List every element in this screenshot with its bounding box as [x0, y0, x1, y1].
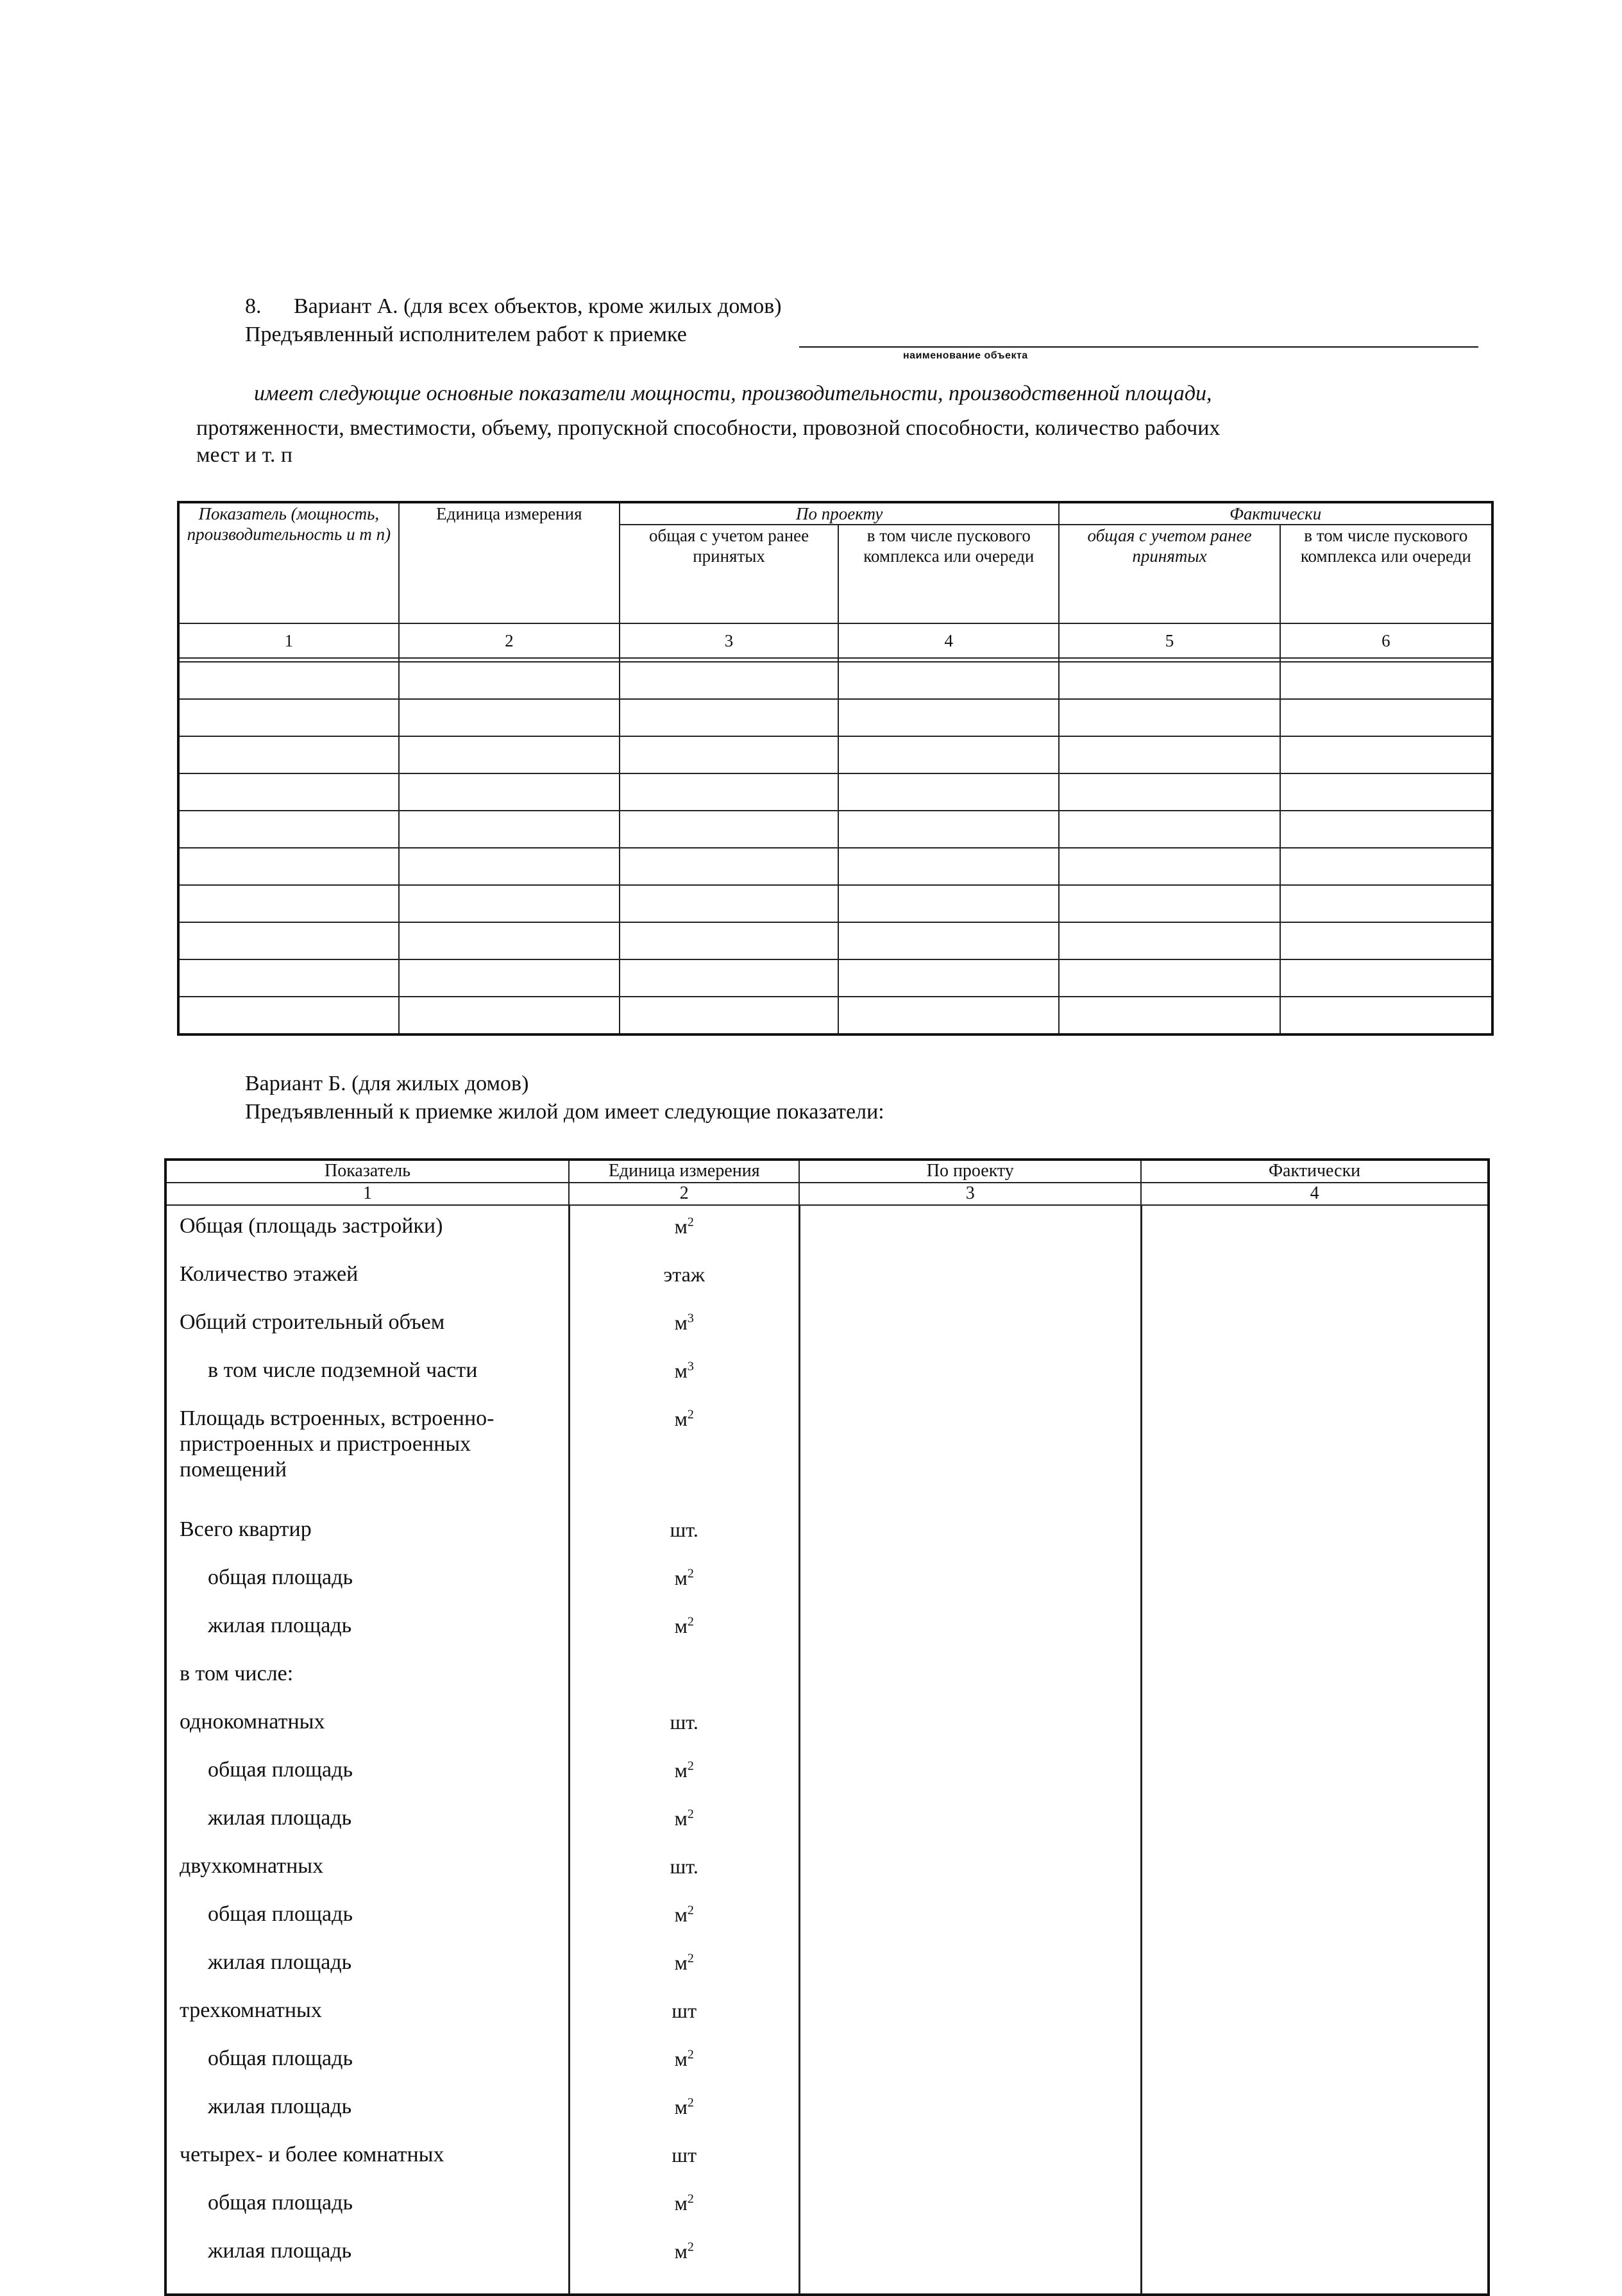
row-unit — [569, 1557, 799, 1605]
header-unit: Единица измерения — [399, 502, 620, 623]
col-num: 3 — [799, 1183, 1141, 1205]
value-by-project[interactable] — [799, 2182, 1141, 2231]
table-row[interactable] — [165, 1653, 1489, 1701]
unit-exponent: 2 — [687, 1951, 694, 1966]
presented-line-b: Предъявленный к приемке жилой дом имеет следующие показатели: — [245, 1100, 884, 1124]
value-by-project[interactable] — [799, 1701, 1141, 1750]
row-unit — [569, 2182, 799, 2231]
table-b-header-row — [165, 1160, 1489, 1183]
unit-exponent: 3 — [687, 1359, 694, 1374]
header-indicator: Показатель — [165, 1160, 569, 1183]
row-label: Площадь встроенных, встроенно-пристроенных и пристроенных помещений — [165, 1398, 569, 1509]
row-unit — [569, 1509, 799, 1557]
table-row[interactable] — [178, 997, 1492, 1034]
col-num: 1 — [178, 623, 399, 658]
table-row[interactable] — [178, 699, 1492, 736]
value-actual[interactable] — [1141, 2231, 1489, 2295]
unit-exponent: 2 — [687, 1407, 694, 1422]
row-unit — [569, 1846, 799, 1894]
value-actual[interactable] — [1141, 2182, 1489, 2231]
value-actual[interactable] — [1141, 1254, 1489, 1302]
table-row[interactable] — [165, 1205, 1489, 1254]
row-label: Общий строительный объем — [165, 1302, 569, 1350]
unit-exponent: 2 — [687, 1759, 694, 1773]
col-num: 4 — [1141, 1183, 1489, 1205]
row-label: общая площадь — [165, 1557, 569, 1605]
header-actual: Фактически — [1059, 502, 1492, 525]
value-by-project[interactable] — [799, 1205, 1141, 1254]
header-by-project: По проекту — [799, 1160, 1141, 1183]
presented-line-a: Предъявленный исполнителем работ к приемке — [245, 323, 687, 346]
value-by-project[interactable] — [799, 1798, 1141, 1846]
value-by-project[interactable] — [799, 2134, 1141, 2182]
value-by-project[interactable] — [799, 1653, 1141, 1701]
value-actual[interactable] — [1141, 1205, 1489, 1254]
row-label: жилая площадь — [165, 1605, 569, 1653]
indicators-table-a — [177, 501, 1494, 1036]
row-unit — [569, 1302, 799, 1350]
table-row[interactable] — [178, 848, 1492, 885]
row-unit — [569, 1254, 799, 1302]
paragraph-line-1: имеет следующие основные показатели мощности, производительности, производственной площади, — [254, 382, 1212, 405]
unit-exponent: 2 — [687, 1807, 694, 1821]
unit-text: этаж — [663, 1263, 705, 1286]
value-by-project[interactable] — [799, 1302, 1141, 1350]
value-actual[interactable] — [1141, 1605, 1489, 1653]
row-label: Количество этажей — [165, 1254, 569, 1302]
unit-text: м — [674, 2240, 688, 2263]
table-row[interactable] — [178, 736, 1492, 773]
unit-text: м — [674, 1903, 688, 1926]
table-row[interactable] — [165, 1942, 1489, 1990]
value-actual[interactable] — [1141, 1653, 1489, 1701]
unit-text: м — [674, 1311, 688, 1334]
value-actual[interactable] — [1141, 1942, 1489, 1990]
table-row[interactable] — [178, 811, 1492, 848]
unit-exponent: 2 — [687, 2240, 694, 2254]
header-project-total: общая с учетом ранее принятых — [620, 525, 838, 623]
value-actual[interactable] — [1141, 2038, 1489, 2086]
value-actual[interactable] — [1141, 1509, 1489, 1557]
unit-text: м — [674, 2095, 688, 2118]
row-unit — [569, 1398, 799, 1509]
header-by-project: По проекту — [620, 502, 1059, 525]
table-a-number-row — [178, 623, 1492, 658]
unit-text: м — [674, 1807, 688, 1830]
unit-text: м — [674, 2047, 688, 2070]
section-b-heading: Вариант Б. (для жилых домов) — [245, 1072, 529, 1095]
value-actual[interactable] — [1141, 1302, 1489, 1350]
value-actual[interactable] — [1141, 1557, 1489, 1605]
paragraph-line-3: мест и т. п — [196, 443, 293, 467]
row-label: общая площадь — [165, 2182, 569, 2231]
row-label: общая площадь — [165, 1894, 569, 1942]
row-unit — [569, 1750, 799, 1798]
value-by-project[interactable] — [799, 1605, 1141, 1653]
value-actual[interactable] — [1141, 1750, 1489, 1798]
value-by-project[interactable] — [799, 1398, 1141, 1509]
unit-text: м — [674, 2191, 688, 2215]
indicators-table-b — [164, 1158, 1490, 2296]
header-unit: Единица измерения — [569, 1160, 799, 1183]
row-unit — [569, 2231, 799, 2295]
unit-text: м — [674, 1215, 688, 1238]
row-label: жилая площадь — [165, 2086, 569, 2134]
unit-text: шт — [672, 1999, 697, 2022]
unit-text: м — [674, 1566, 688, 1589]
row-label: Всего квартир — [165, 1509, 569, 1557]
row-unit — [569, 1605, 799, 1653]
row-label: общая площадь — [165, 1750, 569, 1798]
row-label: однокомнатных — [165, 1701, 569, 1750]
col-num: 2 — [399, 623, 620, 658]
unit-text: шт. — [670, 1855, 698, 1878]
col-num: 6 — [1280, 623, 1492, 658]
table-row[interactable] — [165, 1254, 1489, 1302]
unit-exponent: 2 — [687, 1614, 694, 1629]
unit-text: м — [674, 1407, 688, 1430]
unit-exponent: 2 — [687, 1566, 694, 1581]
value-actual[interactable] — [1141, 1846, 1489, 1894]
row-label: жилая площадь — [165, 1942, 569, 1990]
unit-text: шт. — [670, 1710, 698, 1734]
table-row[interactable] — [178, 885, 1492, 922]
row-label: жилая площадь — [165, 1798, 569, 1846]
value-actual[interactable] — [1141, 1701, 1489, 1750]
header-actual: Фактически — [1141, 1160, 1489, 1183]
unit-text: м — [674, 1614, 688, 1637]
value-by-project[interactable] — [799, 2231, 1141, 2295]
object-name-caption: наименование объекта — [903, 350, 1028, 361]
row-unit — [569, 2134, 799, 2182]
table-row[interactable] — [165, 1750, 1489, 1798]
value-by-project[interactable] — [799, 1990, 1141, 2038]
row-unit — [569, 2038, 799, 2086]
value-actual[interactable] — [1141, 1798, 1489, 1846]
unit-text: шт — [672, 2143, 697, 2166]
row-label: двухкомнатных — [165, 1846, 569, 1894]
row-unit — [569, 1798, 799, 1846]
unit-exponent: 2 — [687, 2095, 694, 2110]
header-actual-incl: в том числе пускового комплекса или очереди — [1280, 525, 1492, 623]
row-label: общая площадь — [165, 2038, 569, 2086]
table-b-number-row — [165, 1183, 1489, 1205]
unit-exponent: 2 — [687, 2191, 694, 2206]
row-label: в том числе: — [165, 1653, 569, 1701]
table-row[interactable] — [165, 2182, 1489, 2231]
value-by-project[interactable] — [799, 1942, 1141, 1990]
value-by-project[interactable] — [799, 1750, 1141, 1798]
row-label: в том числе подземной части — [165, 1350, 569, 1398]
value-actual[interactable] — [1141, 1350, 1489, 1398]
row-unit — [569, 1350, 799, 1398]
section-a-heading: Вариант А. (для всех объектов, кроме жилых домов) — [294, 294, 782, 318]
row-unit — [569, 1701, 799, 1750]
unit-text: м — [674, 1951, 688, 1974]
col-num: 3 — [620, 623, 838, 658]
section-a-number: 8. — [245, 294, 262, 318]
row-label: трехкомнатных — [165, 1990, 569, 2038]
table-row[interactable] — [165, 1398, 1489, 1509]
table-row[interactable] — [178, 773, 1492, 811]
row-label: Общая (площадь застройки) — [165, 1205, 569, 1254]
unit-text: м — [674, 1359, 688, 1382]
value-actual[interactable] — [1141, 1990, 1489, 2038]
col-num: 1 — [165, 1183, 569, 1205]
table-row[interactable] — [165, 1846, 1489, 1894]
header-project-incl: в том числе пускового комплекса или очереди — [838, 525, 1059, 623]
value-by-project[interactable] — [799, 1509, 1141, 1557]
col-num: 5 — [1059, 623, 1280, 658]
unit-exponent: 2 — [687, 2047, 694, 2062]
col-num: 2 — [569, 1183, 799, 1205]
row-unit — [569, 1653, 799, 1701]
table-row[interactable] — [178, 662, 1492, 699]
table-row[interactable] — [165, 1701, 1489, 1750]
table-row[interactable] — [165, 1605, 1489, 1653]
value-by-project[interactable] — [799, 2038, 1141, 2086]
value-actual[interactable] — [1141, 1894, 1489, 1942]
row-unit — [569, 1942, 799, 1990]
value-by-project[interactable] — [799, 1557, 1141, 1605]
row-unit — [569, 1990, 799, 2038]
value-by-project[interactable] — [799, 1350, 1141, 1398]
table-row[interactable] — [165, 2231, 1489, 2295]
value-by-project[interactable] — [799, 1894, 1141, 1942]
value-by-project[interactable] — [799, 1254, 1141, 1302]
row-label: жилая площадь — [165, 2231, 569, 2295]
header-actual-total: общая с учетом ранее принятых — [1059, 525, 1280, 623]
row-unit — [569, 2086, 799, 2134]
table-row[interactable] — [165, 2086, 1489, 2134]
row-unit — [569, 1205, 799, 1254]
unit-text: шт. — [670, 1518, 698, 1541]
value-actual[interactable] — [1141, 1398, 1489, 1509]
table-row[interactable] — [165, 1894, 1489, 1942]
table-row[interactable] — [165, 1350, 1489, 1398]
table-row[interactable] — [165, 1302, 1489, 1350]
value-by-project[interactable] — [799, 2086, 1141, 2134]
table-row[interactable] — [178, 959, 1492, 997]
row-label: четырех- и более комнатных — [165, 2134, 569, 2182]
object-name-field[interactable] — [799, 346, 1478, 348]
header-indicator: Показатель (мощность, производительность и т п) — [178, 502, 399, 623]
table-row[interactable] — [165, 1990, 1489, 2038]
unit-text: м — [674, 1759, 688, 1782]
value-actual[interactable] — [1141, 2134, 1489, 2182]
paragraph-line-2: протяженности, вместимости, объему, пропускной способности, провозной способности, количество рабочих — [196, 416, 1221, 440]
table-row[interactable] — [165, 1557, 1489, 1605]
row-unit — [569, 1894, 799, 1942]
value-by-project[interactable] — [799, 1846, 1141, 1894]
unit-exponent: 3 — [687, 1311, 694, 1326]
table-row[interactable] — [165, 2134, 1489, 2182]
unit-exponent: 2 — [687, 1903, 694, 1918]
table-a-header-row-1 — [178, 502, 1492, 525]
table-row[interactable] — [165, 1509, 1489, 1557]
unit-exponent: 2 — [687, 1215, 694, 1229]
table-row[interactable] — [165, 1798, 1489, 1846]
table-row[interactable] — [178, 922, 1492, 959]
col-num: 4 — [838, 623, 1059, 658]
table-row[interactable] — [165, 2038, 1489, 2086]
value-actual[interactable] — [1141, 2086, 1489, 2134]
